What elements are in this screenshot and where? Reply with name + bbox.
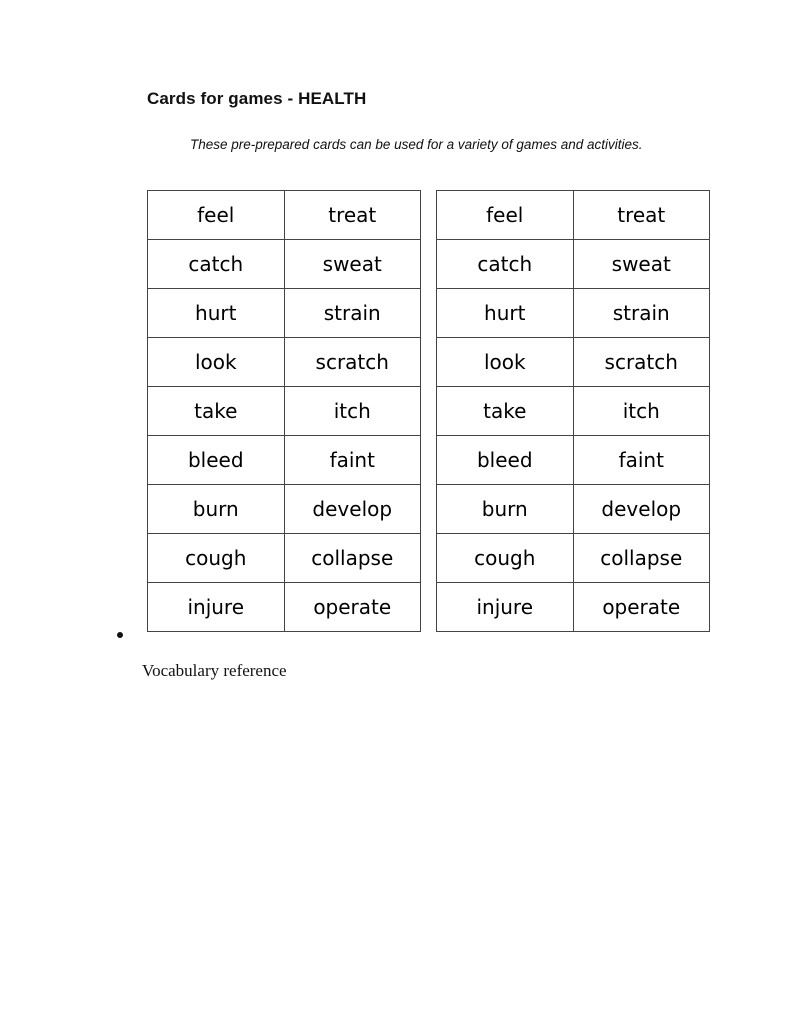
card: itch xyxy=(573,387,710,436)
card: strain xyxy=(284,289,421,338)
card: take xyxy=(148,387,285,436)
card: look xyxy=(437,338,574,387)
table-row xyxy=(437,436,710,485)
table-row xyxy=(437,240,710,289)
card: collapse xyxy=(573,534,710,583)
card: faint xyxy=(573,436,710,485)
card: hurt xyxy=(437,289,574,338)
card: burn xyxy=(437,485,574,534)
table-row xyxy=(148,583,421,632)
page-title: Cards for games - HEALTH xyxy=(147,89,367,108)
card: operate xyxy=(284,583,421,632)
card: sweat xyxy=(573,240,710,289)
table-row xyxy=(148,191,421,240)
card: sweat xyxy=(284,240,421,289)
card: faint xyxy=(284,436,421,485)
card: cough xyxy=(437,534,574,583)
table-row xyxy=(148,338,421,387)
card: feel xyxy=(148,191,285,240)
table-row xyxy=(148,436,421,485)
card: treat xyxy=(284,191,421,240)
card-table-right xyxy=(436,190,710,632)
table-row xyxy=(437,338,710,387)
table-row xyxy=(148,289,421,338)
card-table-left-body xyxy=(148,191,421,632)
card: operate xyxy=(573,583,710,632)
card: bleed xyxy=(437,436,574,485)
table-row xyxy=(437,583,710,632)
table-row xyxy=(437,387,710,436)
table-row xyxy=(437,534,710,583)
card: treat xyxy=(573,191,710,240)
card: injure xyxy=(148,583,285,632)
table-row xyxy=(148,534,421,583)
card-table-left xyxy=(147,190,421,632)
card: take xyxy=(437,387,574,436)
bullet-dot xyxy=(117,632,123,638)
card-table-right-body xyxy=(437,191,710,632)
table-row xyxy=(437,485,710,534)
card: strain xyxy=(573,289,710,338)
card: hurt xyxy=(148,289,285,338)
table-row xyxy=(437,289,710,338)
card: injure xyxy=(437,583,574,632)
table-row xyxy=(437,191,710,240)
card: burn xyxy=(148,485,285,534)
card: itch xyxy=(284,387,421,436)
card: cough xyxy=(148,534,285,583)
card: develop xyxy=(284,485,421,534)
table-row xyxy=(148,240,421,289)
card: collapse xyxy=(284,534,421,583)
card: look xyxy=(148,338,285,387)
card: feel xyxy=(437,191,574,240)
card: bleed xyxy=(148,436,285,485)
card: scratch xyxy=(284,338,421,387)
card: catch xyxy=(148,240,285,289)
vocabulary-reference-text: Vocabulary reference xyxy=(142,661,287,680)
page-subtitle: These pre-prepared cards can be used for a variety of games and activities. xyxy=(190,137,643,152)
card: scratch xyxy=(573,338,710,387)
table-row xyxy=(148,485,421,534)
card: develop xyxy=(573,485,710,534)
table-row xyxy=(148,387,421,436)
card: catch xyxy=(437,240,574,289)
